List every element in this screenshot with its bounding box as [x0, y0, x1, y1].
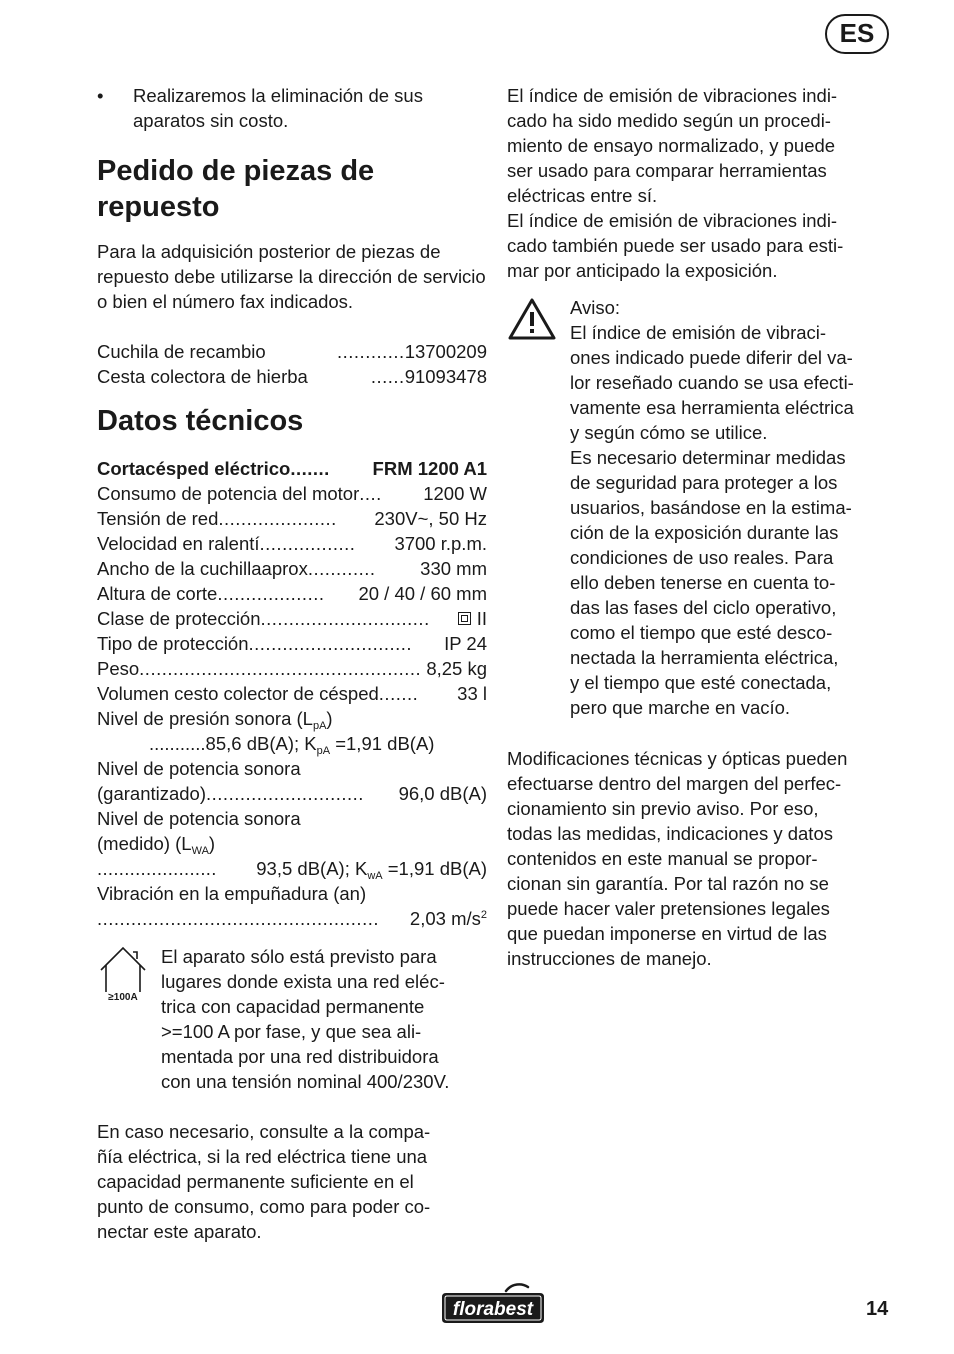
spec-value: 33 l: [457, 683, 487, 704]
text-line: mar por anticipado la exposición.: [507, 260, 778, 281]
text: ): [208, 833, 216, 854]
warning-icon-wrap: [507, 295, 570, 720]
text-line: El índice de emisión de vibraciones indi-: [507, 85, 838, 106]
note-line: punto de consumo, como para poder co-: [97, 1196, 431, 1217]
superscript: 2: [480, 909, 487, 921]
modifications-note: [507, 746, 892, 971]
note-line: con una tensión nominal 400/230V.: [161, 1071, 450, 1092]
spec-value: 3700 r.p.m.: [394, 533, 487, 554]
part-name: Cuchila de recambio: [97, 341, 266, 362]
spec-label: Ancho de la cuchillaaprox: [97, 558, 308, 579]
sound-power-label: Nivel de potencia sonora: [97, 758, 301, 779]
spec-dots: .....................: [218, 508, 337, 529]
house-icon-label: ≥100A: [108, 992, 138, 1002]
text-line: Modificaciones técnicas y ópticas pueden: [507, 748, 848, 769]
warning-block: [507, 295, 892, 720]
part-code: 13700209: [404, 341, 487, 362]
spec-value: FRM 1200 A1: [372, 458, 487, 479]
note-line: El aparato sólo está previsto para: [161, 946, 437, 967]
spec-dots: .......: [290, 458, 330, 479]
sound-pressure-value: [97, 731, 487, 756]
warning-line: y según cómo se utilice.: [570, 422, 768, 443]
note-line: capacidad permanente suficiente en el: [97, 1171, 414, 1192]
value: 93,5 dB(A); K: [256, 858, 368, 879]
spec-dots: .............................: [248, 633, 413, 654]
text-line: cionamiento sin previo aviso. Por eso,: [507, 798, 819, 819]
parts-intro: Para la adquisición posterior de piezas de repuesto debe utilizarse la dirección de servicio o bien el número fax indicados.: [97, 241, 486, 312]
spec-row: [97, 656, 487, 681]
spec-label: Volumen cesto colector de césped: [97, 683, 379, 704]
parts-heading-line-1: Pedido de piezas de: [97, 155, 375, 187]
sound-power-guaranteed-row: [97, 781, 487, 806]
spec-value: 1200 W: [423, 483, 487, 504]
spec-value: IP 24: [444, 633, 487, 654]
spec-row: [97, 631, 487, 656]
warning-line: de seguridad para proteger a los: [570, 472, 838, 493]
spec-dots: ..................................................: [139, 658, 422, 679]
note-line: >=100 A por fase, y que sea ali-: [161, 1021, 422, 1042]
part-dots: ............: [337, 341, 405, 362]
bullet-item: [97, 83, 487, 133]
warning-line: vamente esa herramienta eléctrica: [570, 397, 854, 418]
bullet-text: Realizaremos la eliminación de sus aparatos sin costo.: [133, 85, 423, 131]
warning-line: como el tiempo que esté desco-: [570, 622, 833, 643]
warning-line: condiciones de uso reales. Para: [570, 547, 834, 568]
spec-label: Peso: [97, 658, 140, 679]
spec-dots: ...................: [217, 583, 325, 604]
class-ii-icon: [458, 612, 471, 625]
spec-value: [405, 906, 487, 931]
text-line: cionan sin garantía. Por tal razón no se: [507, 873, 829, 894]
spec-dots: ....: [359, 483, 382, 504]
vibration-info: [507, 83, 892, 283]
spec-label: Velocidad en ralentí: [97, 533, 260, 554]
warning-line: ello deben tenerse en cuenta to-: [570, 572, 836, 593]
parts-heading-line-2: repuesto: [97, 191, 220, 223]
note-line: ñía eléctrica, si la red eléctrica tiene una: [97, 1146, 428, 1167]
warning-line: das las fases del ciclo operativo,: [570, 597, 837, 618]
text-line: eléctricas entre sí.: [507, 185, 658, 206]
spec-dots: ............................: [206, 783, 364, 804]
language-badge: ES: [825, 14, 889, 54]
spec-label: Tipo de protección: [97, 633, 249, 654]
spec-row: [97, 506, 487, 531]
part-row: [97, 364, 487, 389]
note-line: lugares donde exista una red eléc-: [161, 971, 445, 992]
warning-line: ción de la exposición durante las: [570, 522, 839, 543]
utility-note: [97, 1119, 487, 1244]
text-line: efectuarse dentro del margen del perfec-: [507, 773, 842, 794]
subscript: wA: [367, 870, 383, 882]
spec-row: [97, 581, 487, 606]
spec-value: 8,25 kg: [426, 658, 487, 679]
spec-label: (garantizado): [97, 783, 207, 804]
subscript: pA: [312, 720, 327, 732]
text: ): [326, 708, 333, 729]
spec-value: II: [476, 608, 487, 629]
spec-value-with-icon: [458, 606, 487, 631]
spec-dots: .................: [259, 533, 356, 554]
spec-value: [256, 856, 487, 881]
subscript: pA: [316, 745, 331, 757]
spec-label: Cortacésped eléctrico: [97, 458, 291, 479]
bullet-dot: •: [97, 85, 104, 106]
warning-line: y el tiempo que esté conectada,: [570, 672, 832, 693]
sound-pressure-label: [97, 706, 487, 731]
page-number: 14: [866, 1298, 889, 1320]
warning-icon: [507, 297, 557, 341]
warning-text: [570, 295, 854, 720]
text: Nivel de presión sonora (L: [97, 708, 313, 729]
text-line: cado ha sido medido según un procedi-: [507, 110, 831, 131]
sound-power-label: Nivel de potencia sonora: [97, 808, 301, 829]
value: =1,91 dB(A): [330, 733, 435, 754]
spec-dots: ..............................: [260, 608, 430, 629]
spec-value: 230V~, 50 Hz: [374, 508, 487, 529]
parts-heading: [97, 153, 487, 225]
spec-row: [97, 556, 487, 581]
text-line: ser usado para comparar herramientas: [507, 160, 827, 181]
network-note-text: [161, 944, 449, 1094]
warning-line: pero que marche en vacío.: [570, 697, 791, 718]
warning-title: Aviso:: [570, 297, 621, 318]
note-line: mentada por una red distribuidora: [161, 1046, 439, 1067]
spec-row: [97, 606, 487, 631]
left-column: [97, 83, 487, 1244]
spec-row: [97, 481, 487, 506]
part-dots: ......: [370, 366, 405, 387]
house-network-icon: [97, 944, 161, 1094]
subscript: WA: [191, 845, 209, 857]
warning-line: usuarios, basándose en la estima-: [570, 497, 852, 518]
right-column: [507, 83, 892, 971]
warning-line: lor reseñado cuando se usa efecti-: [570, 372, 854, 393]
spec-dots: .......: [378, 683, 419, 704]
spec-dots: ............: [307, 558, 376, 579]
text-line: contenidos en este manual se propor-: [507, 848, 818, 869]
note-line: trica con capacidad permanente: [161, 996, 425, 1017]
warning-line: Es necesario determinar medidas: [570, 447, 846, 468]
spec-label: Clase de protección: [97, 608, 261, 629]
text-line: todas las medidas, indicaciones y datos: [507, 823, 833, 844]
house-icon: [97, 944, 149, 1002]
spec-value: 20 / 40 / 60 mm: [358, 583, 487, 604]
text-line: que puedan imponerse en virtud de las: [507, 923, 827, 944]
spec-model-row: [97, 456, 487, 481]
part-code: 91093478: [404, 366, 487, 387]
text: (medido) (L: [97, 833, 192, 854]
dots: ...........: [149, 733, 206, 754]
spec-row: [97, 531, 487, 556]
text-line: puede hacer valer pretensiones legales: [507, 898, 830, 919]
value: 2,03 m/s: [404, 908, 481, 929]
spec-dots: ......................: [97, 858, 217, 879]
spec-dots: ..................................................: [97, 908, 379, 929]
text-line: cado también puede ser usado para esti-: [507, 235, 844, 256]
vibration-label: Vibración en la empuñadura (an): [97, 883, 367, 904]
text-line: miento de ensayo normalizado, y puede: [507, 135, 836, 156]
spec-label: Altura de corte: [97, 583, 218, 604]
network-note-block: [97, 944, 487, 1094]
value: =1,91 dB(A): [382, 858, 487, 879]
spec-label: Tensión de red: [97, 508, 219, 529]
vibration-row: [97, 906, 487, 931]
part-name: Cesta colectora de hierba: [97, 366, 308, 387]
note-line: En caso necesario, consulte a la compa-: [97, 1121, 431, 1142]
text-line: instrucciones de manejo.: [507, 948, 712, 969]
part-row: [97, 339, 487, 364]
warning-line: nectada la herramienta eléctrica,: [570, 647, 839, 668]
text-line: El índice de emisión de vibraciones indi-: [507, 210, 838, 231]
tech-heading: Datos técnicos: [97, 405, 304, 437]
spec-row: [97, 681, 487, 706]
warning-line: El índice de emisión de vibraci-: [570, 322, 827, 343]
sound-power-measured-row: [97, 856, 487, 881]
spec-value: 96,0 dB(A): [398, 783, 487, 804]
note-line: nectar este aparato.: [97, 1221, 262, 1242]
sound-power-measured-label: [97, 831, 487, 856]
spec-value: 330 mm: [415, 558, 487, 579]
logo-text: florabest: [452, 1299, 534, 1320]
spec-label: Consumo de potencia del motor: [97, 483, 360, 504]
value: 85,6 dB(A); K: [205, 733, 317, 754]
florabest-logo: [438, 1283, 548, 1325]
warning-line: ones indicado puede diferir del va-: [570, 347, 853, 368]
